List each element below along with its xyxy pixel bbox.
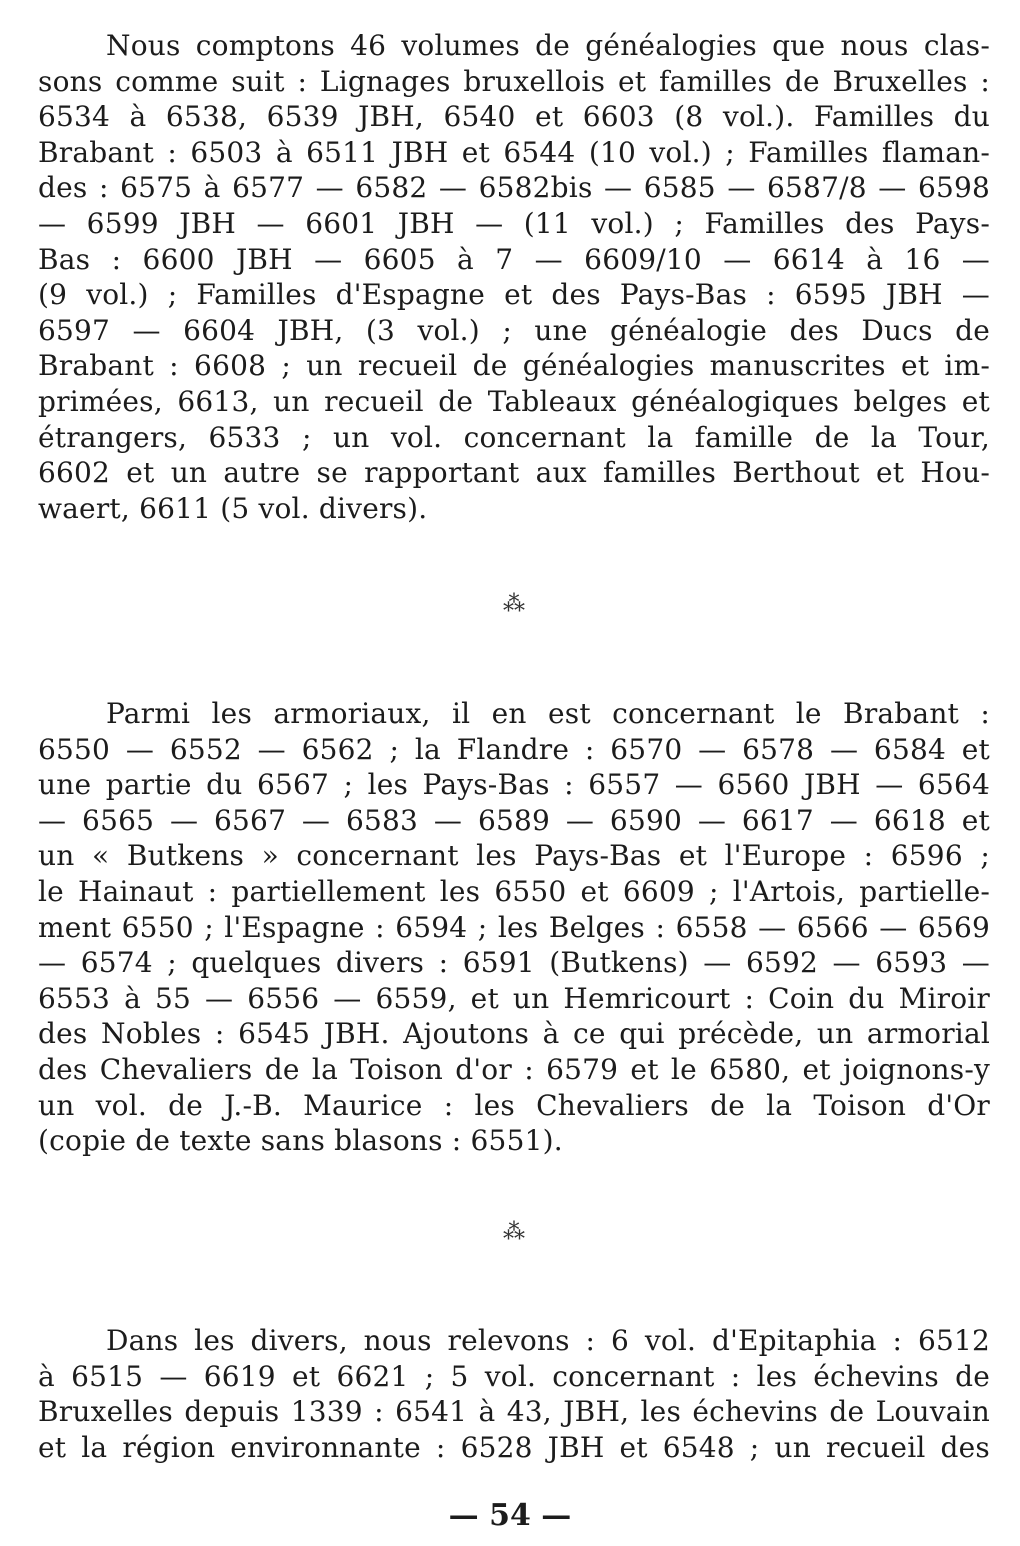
text-line: Dans les divers, nous relevons : 6 vol. d'Epitaphia : 6512: [106, 1324, 990, 1357]
text-line: (9 vol.) ; Familles d'Espagne et des Pays-Bas : 6595 JBH —: [38, 278, 990, 312]
asterism-separator: ⁂: [503, 1220, 525, 1245]
text-line: Bruxelles depuis 1339 : 6541 à 43, JBH, les échevins de Louvain: [38, 1395, 990, 1429]
text-line: 6534 à 6538, 6539 JBH, 6540 et 6603 (8 vol.). Familles du: [38, 100, 990, 134]
text-line: des Nobles : 6545 JBH. Ajoutons à ce qui précède, un armorial: [38, 1017, 990, 1051]
text-line: Parmi les armoriaux, il en est concernant le Brabant :: [106, 697, 990, 730]
text-line: Bas : 6600 JBH — 6605 à 7 — 6609/10 — 6614 à 16 —: [38, 242, 990, 276]
text-line: étrangers, 6533 ; un vol. concernant la famille de la Tour,: [38, 420, 990, 454]
text-line: et la région environnante : 6528 JBH et 6548 ; un recueil des: [38, 1430, 990, 1464]
text-line: un vol. de J.-B. Maurice : les Chevaliers de la Toison d'Or: [38, 1088, 990, 1122]
text-line: à 6515 — 6619 et 6621 ; 5 vol. concernant : les échevins de: [38, 1359, 990, 1393]
text-line: 6550 — 6552 — 6562 ; la Flandre : 6570 — 6578 — 6584 et: [38, 732, 990, 766]
text-line: ment 6550 ; l'Espagne : 6594 ; les Belges : 6558 — 6566 — 6569: [38, 910, 990, 944]
text-line: des : 6575 à 6577 — 6582 — 6582bis — 6585 — 6587/8 — 6598: [38, 171, 990, 205]
text-line: des Chevaliers de la Toison d'or : 6579 et le 6580, et joignons-y: [38, 1052, 990, 1086]
text-line: — 6574 ; quelques divers : 6591 (Butkens) — 6592 — 6593 —: [38, 946, 990, 980]
text-line: waert, 6611 (5 vol. divers).: [38, 491, 428, 525]
page-number: — 54 —: [448, 1498, 572, 1533]
text-line: Brabant : 6608 ; un recueil de généalogies manuscrites et im-: [38, 349, 990, 383]
text-line: sons comme suit : Lignages bruxellois et familles de Bruxelles :: [38, 64, 990, 98]
text-line: 6597 — 6604 JBH, (3 vol.) ; une généalogie des Ducs de: [38, 313, 990, 347]
text-line: un « Butkens » concernant les Pays-Bas et l'Europe : 6596 ;: [38, 839, 990, 873]
text-line: Nous comptons 46 volumes de généalogies que nous clas-: [106, 29, 990, 62]
text-line: — 6565 — 6567 — 6583 — 6589 — 6590 — 6617 — 6618 et: [38, 803, 990, 837]
text-line: une partie du 6567 ; les Pays-Bas : 6557 — 6560 JBH — 6564: [38, 768, 990, 802]
text-line: 6602 et un autre se rapportant aux familles Berthout et Hou-: [38, 456, 990, 490]
paragraph-armoriaux: [38, 696, 990, 1159]
paragraph-divers: [38, 1323, 990, 1465]
text-line: — 6599 JBH — 6601 JBH — (11 vol.) ; Familles des Pays-: [38, 206, 990, 240]
text-line: primées, 6613, un recueil de Tableaux généalogiques belges et: [38, 384, 990, 418]
asterism-separator: ⁂: [503, 592, 525, 617]
text-line: (copie de texte sans blasons : 6551).: [38, 1124, 563, 1158]
text-line: Brabant : 6503 à 6511 JBH et 6544 (10 vol.) ; Familles flaman-: [38, 135, 990, 169]
text-line: 6553 à 55 — 6556 — 6559, et un Hemricourt : Coin du Miroir: [38, 981, 990, 1015]
paragraph-genealogies: [38, 28, 990, 526]
text-line: le Hainaut : partiellement les 6550 et 6609 ; l'Artois, partielle-: [38, 874, 990, 908]
